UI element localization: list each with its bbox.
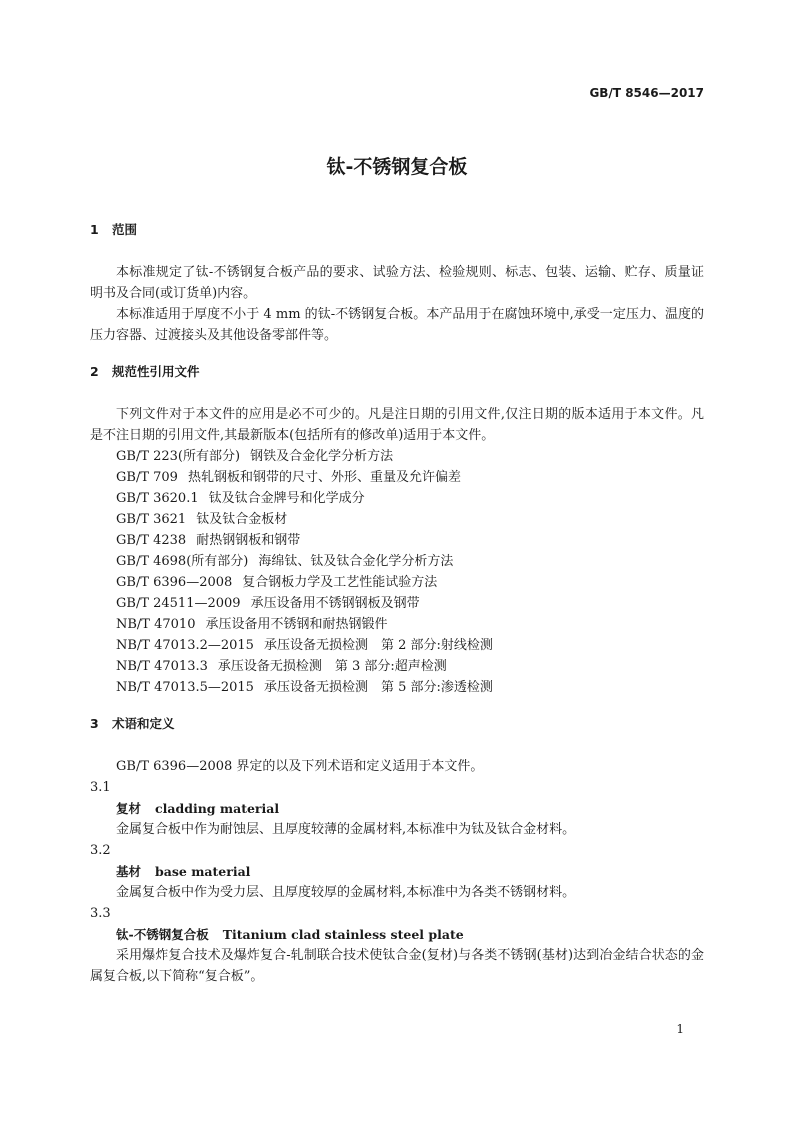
term-definition: 金属复合板中作为耐蚀层、且厚度较薄的金属材料,本标准中为钛及钛合金材料。 <box>116 822 576 837</box>
section-number: 1 <box>90 222 99 237</box>
term-name-en: cladding material <box>155 801 280 816</box>
section-number: 2 <box>90 364 99 379</box>
term-name-en: Titanium clad stainless steel plate <box>222 927 464 942</box>
reference-title: 承压设备无损检测 第 3 部分:超声检测 <box>217 659 447 674</box>
term-definition: 金属复合板中作为受力层、且厚度较厚的金属材料,本标准中为各类不锈钢材料。 <box>116 885 576 900</box>
reference-code: GB/T 4238 <box>116 533 187 548</box>
reference-item <box>90 635 704 656</box>
reference-code: NB/T 47013.5—2015 <box>116 680 254 695</box>
reference-title: 承压设备用不锈钢和耐热钢锻件 <box>205 617 388 632</box>
reference-title: 钛及钛合金牌号和化学成分 <box>208 491 365 506</box>
section-heading-references <box>90 362 704 382</box>
reference-title: 复合钢板力学及工艺性能试验方法 <box>242 575 438 590</box>
document-body <box>90 220 704 987</box>
section-number: 3 <box>90 716 99 731</box>
reference-code: GB/T 24511—2009 <box>116 596 241 611</box>
reference-item <box>90 467 704 488</box>
reference-item <box>90 446 704 467</box>
term-name <box>90 798 704 819</box>
term-name-cn: 基材 <box>116 864 142 879</box>
terms-intro: GB/T 6396—2008 界定的以及下列术语和定义适用于本文件。 <box>116 759 484 774</box>
reference-code: GB/T 709 <box>116 470 178 485</box>
reference-item <box>90 656 704 677</box>
reference-list <box>90 446 704 698</box>
reference-code: GB/T 4698(所有部分) <box>116 554 249 569</box>
reference-item <box>90 593 704 614</box>
reference-title: 海绵钛、钛及钛合金化学分析方法 <box>258 554 454 569</box>
page-number: 1 <box>676 1022 684 1036</box>
section-title: 规范性引用文件 <box>112 364 200 379</box>
section-title: 术语和定义 <box>112 716 175 731</box>
reference-title: 承压设备用不锈钢钢板及钢带 <box>250 596 420 611</box>
term-number: 3.3 <box>90 906 111 921</box>
scope-paragraph: 本标准规定了钛-不锈钢复合板产品的要求、试验方法、检验规则、标志、包装、运输、贮存、质量证明书及合同(或订货单)内容。 <box>90 265 704 301</box>
reference-code: NB/T 47013.3 <box>116 659 208 674</box>
reference-item <box>90 551 704 572</box>
term-number: 3.1 <box>90 780 111 795</box>
reference-item <box>90 572 704 593</box>
standard-code: GB/T 8546—2017 <box>589 86 704 100</box>
term-definition: 采用爆炸复合技术及爆炸复合-轧制联合技术使钛合金(复材)与各类不锈钢(基材)达到冶金结合状态的金属复合板,以下简称“复合板”。 <box>90 948 704 984</box>
reference-code: NB/T 47010 <box>116 617 196 632</box>
term-name <box>90 924 704 945</box>
reference-code: GB/T 223(所有部分) <box>116 449 241 464</box>
reference-title: 承压设备无损检测 第 2 部分:射线检测 <box>263 638 493 653</box>
reference-title: 耐热钢钢板和钢带 <box>196 533 301 548</box>
section-heading-scope <box>90 220 704 240</box>
reference-item <box>90 677 704 698</box>
reference-item <box>90 530 704 551</box>
term-name <box>90 861 704 882</box>
reference-code: GB/T 6396—2008 <box>116 575 233 590</box>
references-intro: 下列文件对于本文件的应用是必不可少的。凡是注日期的引用文件,仅注日期的版本适用于本文件。凡是不注日期的引用文件,其最新版本(包括所有的修改单)适用于本文件。 <box>90 407 704 443</box>
reference-title: 热轧钢板和钢带的尺寸、外形、重量及允许偏差 <box>187 470 461 485</box>
reference-title: 承压设备无损检测 第 5 部分:渗透检测 <box>263 680 493 695</box>
term-name-cn: 复材 <box>116 801 142 816</box>
reference-code: GB/T 3620.1 <box>116 491 199 506</box>
reference-title: 钢铁及合金化学分析方法 <box>250 449 394 464</box>
term-name-en: base material <box>155 864 251 879</box>
term-name-cn: 钛-不锈钢复合板 <box>116 927 209 942</box>
reference-item <box>90 614 704 635</box>
scope-paragraph: 本标准适用于厚度不小于 4 mm 的钛-不锈钢复合板。本产品用于在腐蚀环境中,承受一定压力、温度的压力容器、过渡接头及其他设备零部件等。 <box>90 307 704 343</box>
section-title: 范围 <box>112 222 138 237</box>
reference-item <box>90 509 704 530</box>
reference-item <box>90 488 704 509</box>
reference-title: 钛及钛合金板材 <box>196 512 288 527</box>
document-title: 钛-不锈钢复合板 <box>326 156 468 178</box>
term-number: 3.2 <box>90 843 111 858</box>
reference-code: GB/T 3621 <box>116 512 187 527</box>
reference-code: NB/T 47013.2—2015 <box>116 638 254 653</box>
section-heading-terms <box>90 714 704 734</box>
